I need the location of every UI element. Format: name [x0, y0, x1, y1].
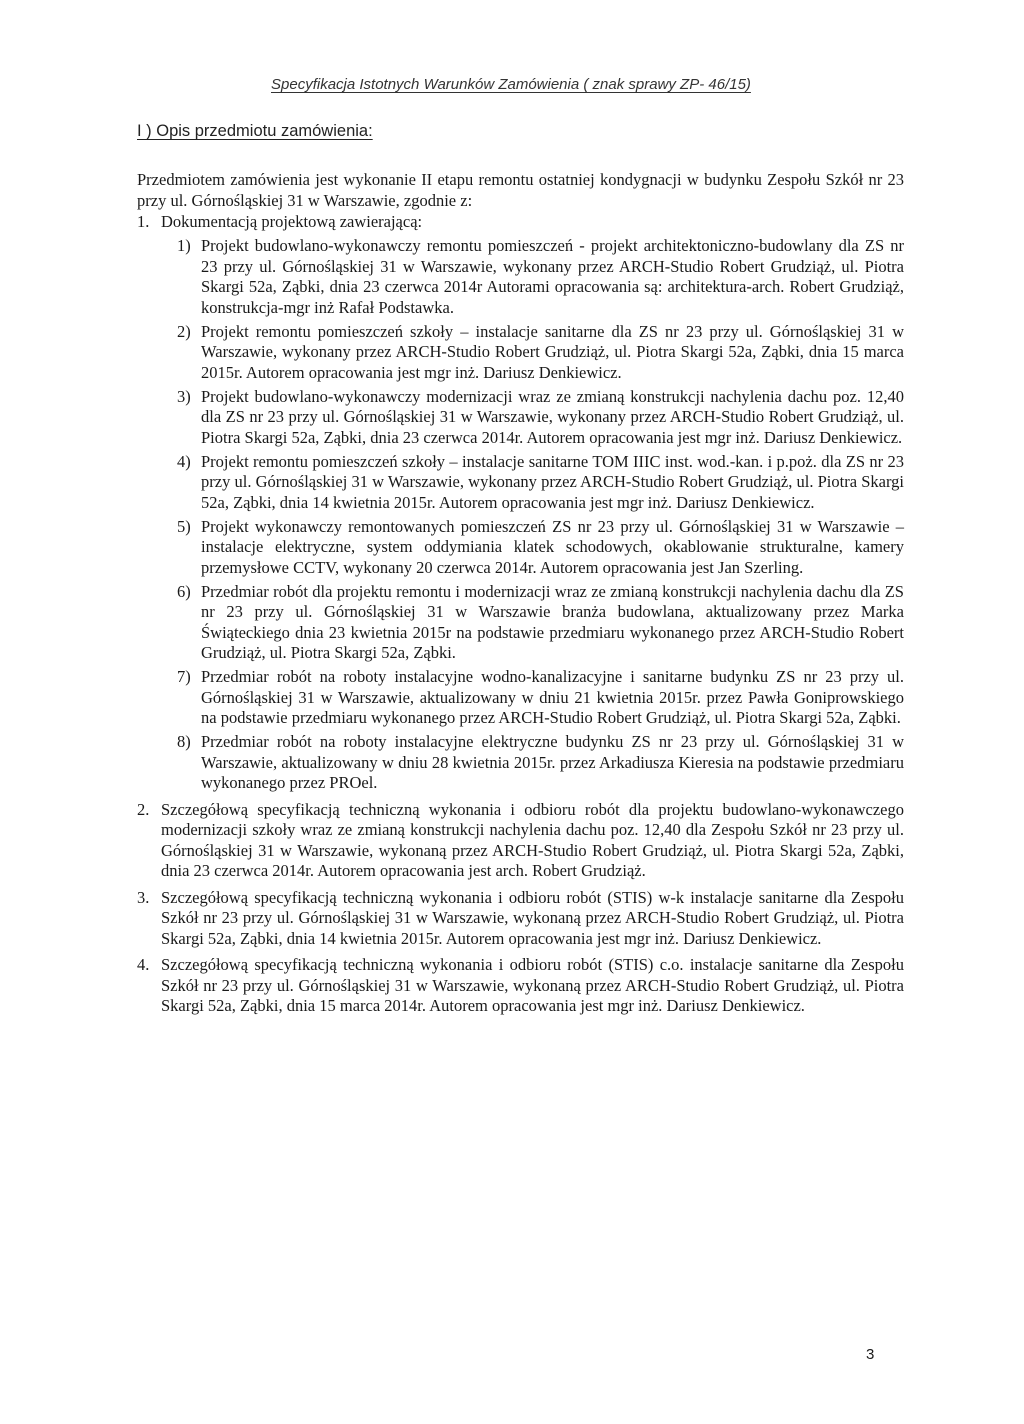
list-item-text: Dokumentacją projektową zawierającą: — [161, 212, 423, 231]
sub-item-number: 4) — [177, 451, 191, 471]
outer-list — [137, 212, 904, 1017]
sub-list-item — [177, 322, 904, 384]
list-item-number: 4. — [137, 955, 150, 974]
sub-item-text: Przedmiar robót dla projektu remontu i modernizacji wraz ze zmianą konstrukcji nachylenia dachu dla ZS nr 23 przy ul. Górnośląskiej 31 w Warszawie branża budowlana, aktualizowany przez Marka Świąteckiego dnia 23 kwietnia 2015r na podstawie przedmiaru wykonanego przez ARCH-Studio Robert Grudziąż, ul. Piotra Skargi 52a, Ząbki. — [201, 581, 904, 662]
section-heading: I ) Opis przedmiotu zamówienia: — [137, 122, 373, 140]
sub-item-number: 6) — [177, 581, 191, 601]
sub-item-text: Projekt remontu pomieszczeń szkoły – instalacje sanitarne dla ZS nr 23 przy ul. Górnośląskiej 31 w Warszawie, wykonany przez ARCH-Studio Robert Grudziąż, ul. Piotra Skargi 52a, Ząbki, dnia 15 marca 2015r. Autorem opracowania jest mgr inż. Dariusz Denkiewicz. — [201, 321, 904, 382]
sub-list — [177, 236, 904, 794]
list-item-text: Szczegółową specyfikacją techniczną wykonania i odbioru robót (STIS) c.o. instalacje sanitarne dla Zespołu Szkół nr 23 przy ul. Górnośląskiej 31 w Warszawie, wykonaną przez ARCH-Studio Robert Grudziąż, ul. Piotra Skargi 52a, Ząbki, dnia 15 marca 2014r. Autorem opracowania jest mgr inż. Dariusz Denkiewicz. — [161, 955, 904, 1015]
sub-list-item — [177, 732, 904, 794]
sub-item-text: Przedmiar robót na roboty instalacyjne wodno-kanalizacyjne i sanitarne budynku ZS nr 23 przy ul. Górnośląskiej 31 w Warszawie, aktualizowany w dniu 21 kwietnia 2015r. przez Pawła Goniprowskiego na podstawie przedmiaru wykonanego przez ARCH-Studio Robert Grudziąż, ul. Piotra Skargi 52a, Ząbki. — [201, 667, 904, 727]
sub-item-number: 2) — [177, 321, 191, 341]
sub-item-number: 8) — [177, 732, 191, 751]
sub-item-text: Projekt budowlano-wykonawczy modernizacji wraz ze zmianą konstrukcji nachylenia dachu poz. 12,40 dla ZS nr 23 przy ul. Górnośląskiej 31 w Warszawie, wykonany przez ARCH-Studio Robert Grudziąż, ul. Piotra Skargi 52a, Ząbki, dnia 23 czerwca 2014r. Autorem opracowania jest mgr inż. Dariusz Denkiewicz. — [201, 386, 904, 447]
sub-item-text: Projekt budowlano-wykonawczy remontu pomieszczeń - projekt architektoniczno-budowlany dla ZS nr 23 przy ul. Górnośląskiej 31 w Warszawie, wykonany przez ARCH-Studio Robert Grudziąż, ul. Piotra Skargi 52a, Ząbki, dnia 23 czerwca 2014r Autorami opracowania są: architektura-arch. Robert Grudziąż, konstrukcja-mgr inż Rafał Podstawka. — [201, 236, 904, 317]
sub-list-item — [177, 236, 904, 318]
sub-item-number: 5) — [177, 516, 191, 536]
sub-item-number: 3) — [177, 386, 191, 406]
sub-item-text: Przedmiar robót na roboty instalacyjne elektryczne budynku ZS nr 23 przy ul. Górnośląskiej 31 w Warszawie, aktualizowany w dniu 28 kwietnia 2015r. przez Arkadiusza Kieresia na podstawie przedmiaru wykonanego przez PROel. — [201, 732, 904, 792]
list-item — [137, 955, 904, 1017]
list-item-number: 1. — [137, 212, 150, 231]
sub-list-item — [177, 667, 904, 729]
list-item-text: Szczegółową specyfikacją techniczną wykonania i odbioru robót (STIS) w-k instalacje sanitarne dla Zespołu Szkół nr 23 przy ul. Górnośląskiej 31 w Warszawie, wykonaną przez ARCH-Studio Robert Grudziąż, ul. Piotra Skargi 52a, Ząbki, dnia 14 kwietnia 2015r. Autorem opracowania jest mgr inż. Dariusz Denkiewicz. — [161, 887, 904, 948]
sub-item-number: 1) — [177, 236, 191, 255]
list-item — [137, 212, 904, 794]
intro-paragraph: Przedmiotem zamówienia jest wykonanie II etapu remontu ostatniej kondygnacji w budynku Zespołu Szkół nr 23 przy ul. Górnośląskiej 31 w Warszawie, zgodnie z: — [137, 170, 904, 210]
sub-list-item — [177, 452, 904, 514]
sub-list-item — [177, 582, 904, 664]
list-item-number: 2. — [137, 799, 150, 819]
sub-list-item — [177, 387, 904, 449]
sub-list-item — [177, 517, 904, 579]
list-item — [137, 800, 904, 882]
running-header: Specyfikacja Istotnych Warunków Zamówienia ( znak sprawy ZP- 46/15) — [271, 76, 751, 93]
list-item — [137, 888, 904, 950]
list-item-text: Szczegółową specyfikacją techniczną wykonania i odbioru robót dla projektu budowlano-wykonawczego modernizacji szkoły wraz ze zmianą konstrukcji nachylenia dachu poz. 12,40 dla Zespołu Szkół nr 23 przy ul. Górnośląskiej 31 w Warszawie, wykonaną przez ARCH-Studio Robert Grudziąż, ul. Piotra Skargi 52a, Ząbki, dnia 23 czerwca 2014r. Autorem opracowania jest arch. Robert Grudziąż. — [161, 799, 904, 880]
page-number: 3 — [866, 1346, 875, 1363]
list-item-number: 3. — [137, 887, 150, 907]
sub-item-text: Projekt remontu pomieszczeń szkoły – instalacje sanitarne TOM IIIC inst. wod.-kan. i p.poż. dla ZS nr 23 przy ul. Górnośląskiej 31 w Warszawie, wykonany przez ARCH-Studio Robert Grudziąż, ul. Piotra Skargi 52a, Ząbki, dnia 14 kwietnia 2015r. Autorem opracowania jest mgr inż. Dariusz Denkiewicz. — [201, 451, 904, 512]
sub-item-number: 7) — [177, 667, 191, 686]
document-body — [137, 170, 904, 1017]
sub-item-text: Projekt wykonawczy remontowanych pomieszczeń ZS nr 23 przy ul. Górnośląskiej 31 w Warszawie – instalacje elektryczne, system oddymiania klatek schodowych, okablowanie strukturalne, kamery przemysłowe CCTV, wykonany 20 czerwca 2014r. Autorem opracowania jest Jan Szerling. — [201, 516, 904, 577]
